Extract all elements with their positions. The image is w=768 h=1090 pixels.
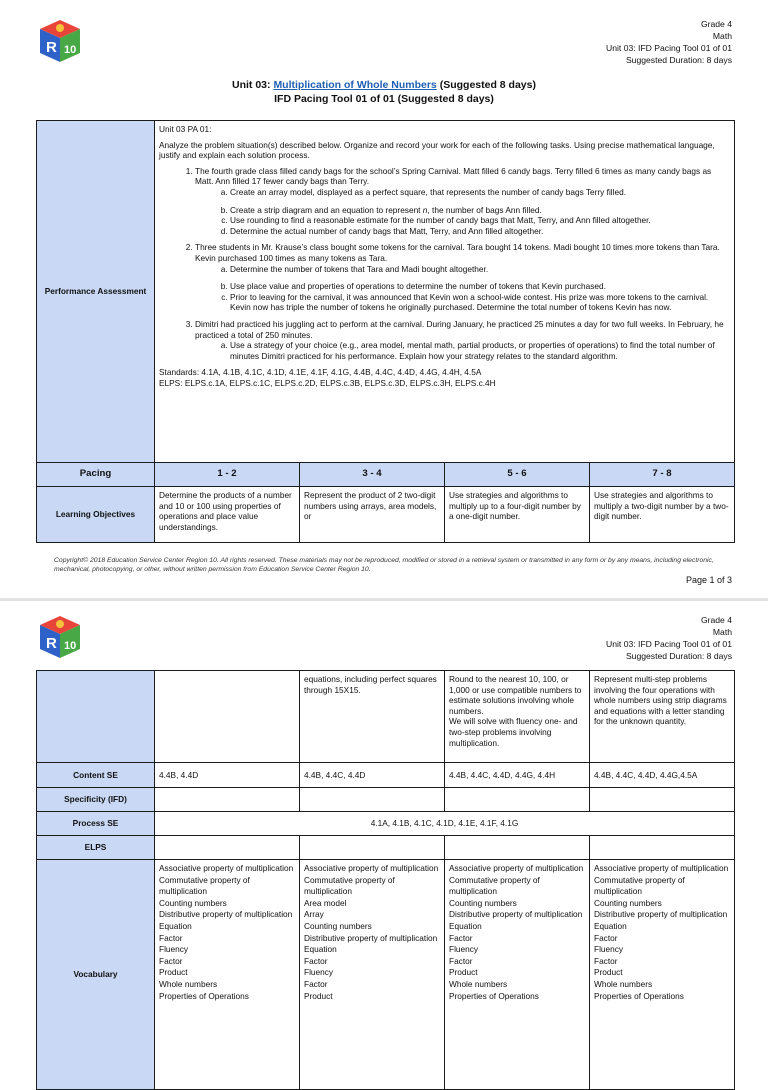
vocabulary-term: Associative property of multiplication [449, 863, 584, 873]
task-text: Three students in Mr. Krause’s class bought some tokens for the carnival. Tara bought 14 tokens. Madi bought 10 times more tokens than Tara. Kevin purchased 100 times as many tokens as Tara. [195, 242, 720, 263]
task-item [195, 166, 730, 237]
learning-objective-cell: Use strategies and algorithms to multiply up to a four-digit number by a one-digit number. [445, 487, 590, 543]
elps-cell [445, 836, 590, 860]
vocabulary-term: Associative property of multiplication [594, 863, 729, 873]
vocabulary-cell [300, 860, 445, 1090]
vocabulary-term: Commutative property of multiplication [449, 874, 540, 897]
vocabulary-term: Associative property of multiplication [159, 863, 294, 873]
pacing-label: Pacing [37, 463, 155, 487]
vocabulary-term: Properties of Operations [449, 990, 539, 1001]
vocabulary-cell [445, 860, 590, 1090]
vocabulary-term: Distributive property of multiplication [304, 932, 438, 943]
grade-label: Grade 4 [700, 615, 732, 625]
vocabulary-term: Whole numbers [159, 978, 218, 989]
document-header [606, 614, 732, 662]
vocabulary-term: Factor [159, 932, 183, 943]
content-se-row [37, 763, 735, 788]
elps-row [37, 836, 735, 860]
vocabulary-term: Distributive property of multiplication [159, 909, 293, 920]
content-se-cell: 4.4B, 4.4D [155, 763, 300, 788]
elps-text: ELPS: ELPS.c.1A, ELPS.c.1C, ELPS.c.2D, ELPS.c.3B, ELPS.c.3D, ELPS.c.3H, ELPS.c.4H [159, 377, 496, 388]
subtask-list [195, 264, 730, 313]
process-se-label: Process SE [37, 812, 155, 836]
subtask-item: a. Determine the number of tokens that Tara and Madi bought altogether. [230, 264, 730, 275]
pacing-col-1: 1 - 2 [155, 463, 300, 487]
vocabulary-term: Equation [304, 944, 337, 955]
process-se-row [37, 812, 735, 836]
region-10-logo [38, 614, 82, 660]
vocabulary-term: Product [594, 967, 623, 978]
standards-text: Standards: 4.1A, 4.1B, 4.1C, 4.1D, 4.1E, 4.1F, 4.1G, 4.4B, 4.4C, 4.4D, 4.4G, 4.4H, 4.5A [159, 367, 482, 378]
vocabulary-term: Commutative property of multiplication [159, 874, 250, 897]
subject-label: Math [712, 627, 732, 637]
subtask-item: b. Use place value and properties of operations to determine the number of tokens that Kevin purchased. [230, 281, 730, 292]
grade-label: Grade 4 [700, 19, 732, 29]
vocabulary-term: Factor [449, 955, 473, 966]
vocabulary-term: Distributive property of multiplication [449, 909, 583, 920]
subtask-item: a. Create an array model, displayed as a perfect square, that represents the number of candy bags Terry filled. [230, 187, 730, 198]
subject-label: Math [712, 31, 732, 41]
learning-objectives-label: Learning Objectives [37, 487, 155, 543]
vocabulary-term: Area model [304, 897, 347, 908]
unit-name-link[interactable]: Multiplication of Whole Numbers [273, 79, 437, 91]
document-page-2 [0, 600, 768, 1024]
content-se-cell: 4.4B, 4.4C, 4.4D, 4.4G,4.5A [590, 763, 735, 788]
svg-text:R: R [46, 39, 57, 56]
vocabulary-term: Factor [594, 955, 618, 966]
copyright-notice: Copyright© 2018 Education Service Center Region 10. All rights reserved. These materials may not be reproduced, modified or stored in a retrieval system or transmitted in any form or by any means, including electronic, mechanical, photocopying, or other, without written permission from Education Service Center Region 10. [54, 557, 714, 573]
vocabulary-term: Fluency [449, 944, 479, 955]
vocabulary-term: Factor [449, 932, 473, 943]
learning-objectives-continued-row [37, 671, 735, 763]
vocabulary-term: Counting numbers [304, 920, 372, 931]
task-item [195, 242, 730, 313]
svg-text:10: 10 [64, 640, 77, 652]
vocabulary-term: Distributive property of multiplication [594, 909, 728, 920]
specificity-cell [155, 788, 300, 812]
task-list [159, 166, 730, 362]
pacing-col-4: 7 - 8 [590, 463, 735, 487]
specificity-cell [445, 788, 590, 812]
unit-prefix: Unit 03: [232, 79, 271, 91]
pa-intro: Analyze the problem situation(s) described below. Organize and record your work for each of the following tasks. Using precise mathematical language, justify and explain each solution process. [159, 139, 715, 161]
vocabulary-term: Commutative property of multiplication [304, 874, 395, 897]
vocabulary-cell [155, 860, 300, 1090]
learning-objective-cell [155, 671, 300, 763]
vocabulary-term: Counting numbers [594, 897, 662, 908]
vocabulary-term: Equation [159, 920, 192, 931]
subtask-item: c. Use rounding to find a reasonable estimate for the number of candy bags that Matt, Terry, and Ann filled altogether. [230, 215, 730, 226]
content-se-label: Content SE [37, 763, 155, 788]
task-item [195, 319, 730, 361]
vocabulary-term: Fluency [304, 967, 334, 978]
vocabulary-term: Commutative property of multiplication [594, 874, 685, 897]
vocabulary-term: Counting numbers [159, 897, 227, 908]
learning-objective-cell: Determine the products of a number and 10 or 100 using properties of operations and place value understandings. [155, 487, 300, 543]
page-number: Page 1 of 3 [685, 575, 732, 585]
elps-cell [590, 836, 735, 860]
document-title [0, 78, 768, 106]
vocabulary-term: Whole numbers [449, 978, 508, 989]
elps-cell [155, 836, 300, 860]
region-10-logo [38, 18, 82, 64]
learning-objective-cell: Represent the product of 2 two-digit numbers using arrays, area models, or [300, 487, 445, 543]
title-line-2: IFD Pacing Tool 01 of 01 (Suggested 8 days) [274, 93, 494, 105]
process-se-value: 4.1A, 4.1B, 4.1C, 4.1D, 4.1E, 4.1F, 4.1G [155, 812, 735, 836]
specificity-cell [300, 788, 445, 812]
subtask-list [195, 187, 730, 236]
vocabulary-term: Factor [304, 978, 328, 989]
pacing-col-2: 3 - 4 [300, 463, 445, 487]
content-se-cell: 4.4B, 4.4C, 4.4D [300, 763, 445, 788]
specificity-cell [590, 788, 735, 812]
task-text: Dimitri had practiced his juggling act to perform at the carnival. During January, he practiced 25 minutes a day for two full weeks. In February, he practiced a total of 250 minutes. [195, 318, 724, 340]
learning-objective-cell: Round to the nearest 10, 100, or 1,000 or use compatible numbers to estimate solutions involving whole numbers. We will solve with fluency one- and two-step problems involving multiplication. [445, 671, 590, 763]
unit-tool-label: Unit 03: IFD Pacing Tool 01 of 01 [606, 639, 732, 649]
vocabulary-term: Equation [449, 920, 482, 931]
learning-objective-cell: Use strategies and algorithms to multiply a two-digit number by a two-digit number. [590, 487, 735, 543]
vocabulary-label: Vocabulary [37, 860, 155, 1090]
duration-label: Suggested Duration: 8 days [625, 55, 732, 65]
document-header [606, 18, 732, 66]
specificity-row [37, 788, 735, 812]
task-text: The fourth grade class filled candy bags for the school’s Spring Carnival. Matt filled 6 candy bags. Terry filled 6 times as many candy bags as Matt. Ann filled 17 fewer candy bags than Terry. [195, 165, 712, 187]
vocabulary-term: Factor [594, 932, 618, 943]
unit-tool-label: Unit 03: IFD Pacing Tool 01 of 01 [606, 43, 732, 53]
vocabulary-term: Array [304, 909, 324, 920]
svg-text:R: R [46, 635, 57, 652]
learning-objectives-row [37, 487, 735, 543]
vocabulary-term: Associative property of multiplication [304, 863, 439, 873]
pacing-table [36, 120, 735, 543]
duration-label: Suggested Duration: 8 days [625, 651, 732, 661]
vocabulary-cell [590, 860, 735, 1090]
vocabulary-term: Factor [159, 955, 183, 966]
vocabulary-term: Factor [304, 955, 328, 966]
vocabulary-term: Product [449, 967, 478, 978]
performance-assessment-row [37, 121, 735, 463]
subtask-item: a. Use a strategy of your choice (e.g., area model, mental math, partial products, or properties of operations) to find the total number of minutes Dimitri practiced for his performance. Explain how your strategy relates to the standard algorithm. [230, 340, 730, 361]
svg-text:10: 10 [64, 44, 77, 56]
vocabulary-row [37, 860, 735, 1090]
subtask-item: c. Prior to leaving for the carnival, it was announced that Kevin won a school-wide contest. His prize was more tokens to the carnival. Kevin now has triple the number of tokens he originally purchased. Determine the total number of tokens Kevin has now. [230, 292, 730, 313]
performance-assessment-label: Performance Assessment [37, 121, 155, 463]
vocabulary-term: Fluency [159, 944, 189, 955]
elps-cell [300, 836, 445, 860]
pacing-table-continued [36, 670, 735, 1090]
subtask-item: b. Create a strip diagram and an equation to represent n, the number of bags Ann filled. [230, 205, 730, 216]
continued-label [37, 671, 155, 763]
learning-objective-cell: equations, including perfect squares through 15X15. [300, 671, 445, 763]
vocabulary-term: Whole numbers [594, 978, 653, 989]
specificity-label: Specificity (IFD) [37, 788, 155, 812]
subtask-list [195, 340, 730, 361]
vocabulary-term: Properties of Operations [594, 990, 684, 1001]
vocabulary-term: Properties of Operations [159, 990, 249, 1001]
vocabulary-term: Fluency [594, 944, 624, 955]
elps-label: ELPS [37, 836, 155, 860]
learning-objective-cell: Represent multi-step problems involving the four operations with whole numbers using strip diagrams and equations with a letter standing for the unknown quantity. [590, 671, 735, 763]
vocabulary-term: Equation [594, 920, 627, 931]
vocabulary-term: Product [159, 967, 188, 978]
content-se-cell: 4.4B, 4.4C, 4.4D, 4.4G, 4.4H [445, 763, 590, 788]
vocabulary-term: Product [304, 990, 333, 1001]
subtask-item: d. Determine the actual number of candy bags that Matt, Terry, and Ann filled altogether. [230, 226, 730, 237]
vocabulary-term: Counting numbers [449, 897, 517, 908]
pacing-col-3: 5 - 6 [445, 463, 590, 487]
pacing-row [37, 463, 735, 487]
pa-heading: Unit 03 PA 01: [159, 124, 212, 134]
unit-suffix: (Suggested 8 days) [439, 79, 536, 91]
performance-assessment-content [155, 121, 735, 463]
